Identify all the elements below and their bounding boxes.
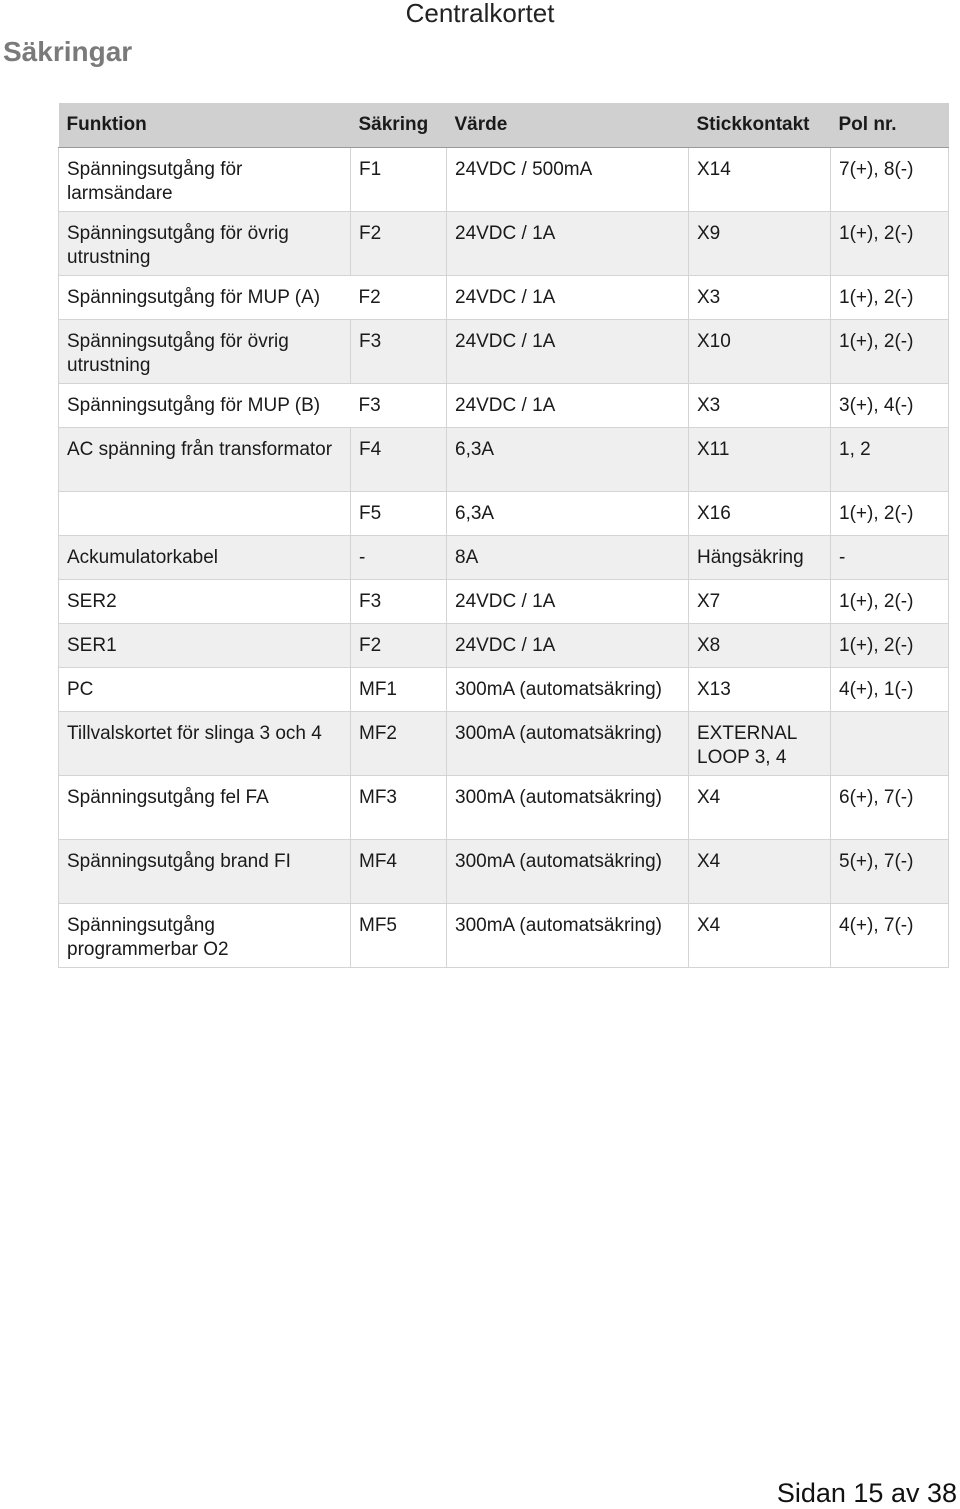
cell-pol: 6(+), 7(-): [831, 776, 949, 840]
cell-funktion: Ackumulatorkabel: [59, 536, 351, 580]
cell-varde: 6,3A: [447, 492, 689, 536]
cell-pol: 5(+), 7(-): [831, 840, 949, 904]
cell-pol: 4(+), 1(-): [831, 668, 949, 712]
cell-funktion: Spänningsutgång för larmsändare: [59, 148, 351, 212]
table-row: [59, 384, 949, 428]
table-row: [59, 320, 949, 384]
table-row: [59, 904, 949, 968]
cell-sakring: MF1: [351, 668, 447, 712]
cell-varde: 24VDC / 1A: [447, 384, 689, 428]
cell-sakring: -: [351, 536, 447, 580]
cell-sakring: F1: [351, 148, 447, 212]
cell-sakring: F2: [351, 276, 447, 320]
cell-pol: 1(+), 2(-): [831, 320, 949, 384]
cell-funktion: Spänningsutgång för MUP (B): [59, 384, 351, 428]
cell-funktion: Spänningsutgång för övrig utrustning: [59, 212, 351, 276]
cell-varde: 6,3A: [447, 428, 689, 492]
table-row: [59, 840, 949, 904]
cell-varde: 24VDC / 1A: [447, 624, 689, 668]
column-header-sakring: Säkring: [351, 103, 447, 148]
table-row: [59, 712, 949, 776]
section-heading: Säkringar: [3, 36, 133, 67]
column-header-funktion: Funktion: [59, 103, 351, 148]
cell-funktion: Spänningsutgång programmerbar O2: [59, 904, 351, 968]
column-header-pol: Pol nr.: [831, 103, 949, 148]
cell-varde: 300mA (automatsäkring): [447, 668, 689, 712]
cell-varde: 24VDC / 1A: [447, 320, 689, 384]
table-header-row: [59, 103, 949, 148]
cell-stickkontakt: X4: [689, 840, 831, 904]
cell-sakring: F3: [351, 580, 447, 624]
cell-funktion: [59, 492, 351, 536]
table-row: [59, 624, 949, 668]
cell-stickkontakt: X4: [689, 776, 831, 840]
cell-sakring: F4: [351, 428, 447, 492]
fuse-table: [58, 103, 949, 968]
cell-pol: 1(+), 2(-): [831, 492, 949, 536]
cell-stickkontakt: X7: [689, 580, 831, 624]
cell-pol: 3(+), 4(-): [831, 384, 949, 428]
table-row: [59, 492, 949, 536]
cell-varde: 24VDC / 1A: [447, 212, 689, 276]
cell-funktion: Spänningsutgång för MUP (A): [59, 276, 351, 320]
cell-stickkontakt: EXTERNAL LOOP 3, 4: [689, 712, 831, 776]
cell-stickkontakt: X10: [689, 320, 831, 384]
cell-varde: 24VDC / 1A: [447, 276, 689, 320]
cell-funktion: Spänningsutgång för övrig utrustning: [59, 320, 351, 384]
table-row: [59, 668, 949, 712]
cell-stickkontakt: X14: [689, 148, 831, 212]
cell-sakring: MF4: [351, 840, 447, 904]
cell-funktion: SER2: [59, 580, 351, 624]
cell-varde: 8A: [447, 536, 689, 580]
cell-stickkontakt: X4: [689, 904, 831, 968]
cell-sakring: F2: [351, 624, 447, 668]
cell-varde: 300mA (automatsäkring): [447, 840, 689, 904]
page-header-title: Centralkortet: [405, 0, 555, 28]
cell-stickkontakt: X3: [689, 384, 831, 428]
table-row: [59, 428, 949, 492]
cell-varde: 24VDC / 500mA: [447, 148, 689, 212]
table-row: [59, 276, 949, 320]
cell-sakring: F5: [351, 492, 447, 536]
cell-sakring: MF2: [351, 712, 447, 776]
cell-pol: 1(+), 2(-): [831, 212, 949, 276]
cell-stickkontakt: X11: [689, 428, 831, 492]
cell-pol: 1(+), 2(-): [831, 624, 949, 668]
cell-funktion: Spänningsutgång brand FI: [59, 840, 351, 904]
cell-stickkontakt: X13: [689, 668, 831, 712]
cell-sakring: F3: [351, 320, 447, 384]
cell-pol: 1, 2: [831, 428, 949, 492]
cell-stickkontakt: X16: [689, 492, 831, 536]
cell-pol: [831, 712, 949, 776]
table-row: [59, 536, 949, 580]
cell-stickkontakt: Hängsäkring: [689, 536, 831, 580]
cell-varde: 300mA (automatsäkring): [447, 712, 689, 776]
cell-pol: 4(+), 7(-): [831, 904, 949, 968]
cell-stickkontakt: X3: [689, 276, 831, 320]
cell-pol: 7(+), 8(-): [831, 148, 949, 212]
table-row: [59, 212, 949, 276]
cell-stickkontakt: X8: [689, 624, 831, 668]
cell-sakring: MF3: [351, 776, 447, 840]
cell-funktion: SER1: [59, 624, 351, 668]
cell-sakring: F2: [351, 212, 447, 276]
column-header-stickkontakt: Stickkontakt: [689, 103, 831, 148]
cell-pol: -: [831, 536, 949, 580]
cell-varde: 24VDC / 1A: [447, 580, 689, 624]
cell-funktion: Spänningsutgång fel FA: [59, 776, 351, 840]
cell-pol: 1(+), 2(-): [831, 276, 949, 320]
table-row: [59, 580, 949, 624]
cell-sakring: F3: [351, 384, 447, 428]
cell-sakring: MF5: [351, 904, 447, 968]
table-row: [59, 776, 949, 840]
cell-funktion: PC: [59, 668, 351, 712]
column-header-varde: Värde: [447, 103, 689, 148]
cell-funktion: Tillvalskortet för slinga 3 och 4: [59, 712, 351, 776]
cell-varde: 300mA (automatsäkring): [447, 776, 689, 840]
page-number: Sidan 15 av 38: [776, 1478, 957, 1508]
cell-funktion: AC spänning från transformator: [59, 428, 351, 492]
cell-varde: 300mA (automatsäkring): [447, 904, 689, 968]
table-row: [59, 148, 949, 212]
cell-pol: 1(+), 2(-): [831, 580, 949, 624]
cell-stickkontakt: X9: [689, 212, 831, 276]
